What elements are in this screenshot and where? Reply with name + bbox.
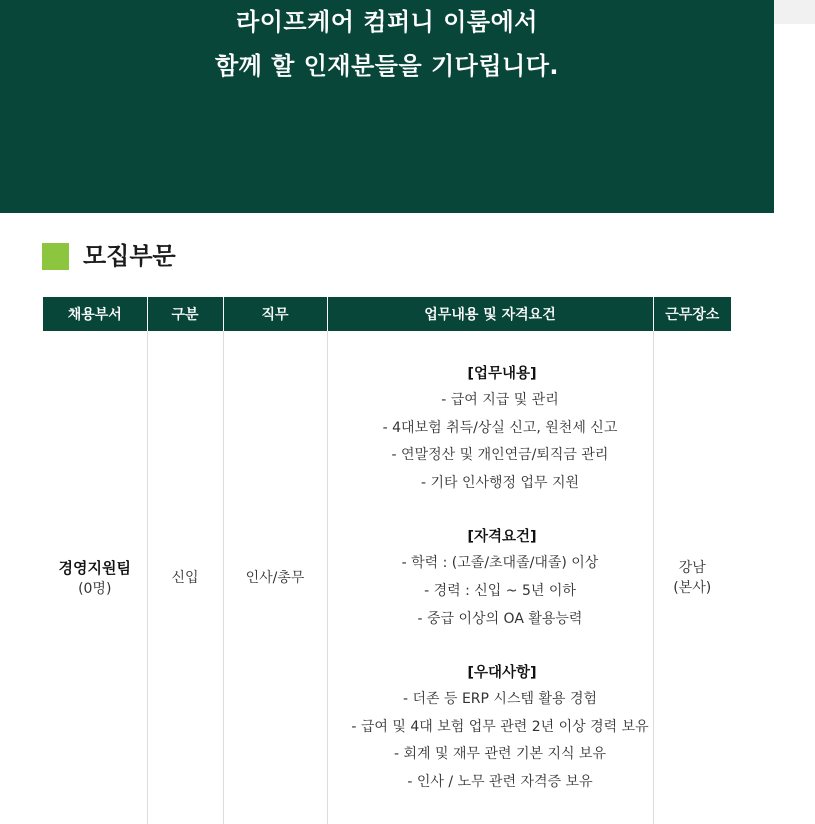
header-details: 업무내용 및 자격요건: [327, 297, 653, 331]
duty-item: - 4대보험 취득/상실 신고, 원천세 신고: [382, 419, 618, 436]
duties-title: [업무내용]: [467, 366, 537, 382]
requirement-item: - 학력 : (고졸/초대졸/대졸) 이상: [401, 555, 599, 572]
location-note: (본사): [673, 580, 712, 597]
requirements-title: [자격요건]: [467, 529, 537, 546]
preferred-title: [우대사항]: [467, 665, 537, 682]
preferred-group: [348, 660, 653, 796]
header-type: 구분: [147, 297, 223, 331]
duties-group: [348, 361, 653, 497]
requirements-group: [348, 524, 653, 633]
duty-item: - 기타 인사행정 업무 지원: [420, 474, 580, 491]
green-square-icon: [42, 243, 69, 270]
department-headcount: (0명): [78, 580, 112, 597]
location-name: 강남: [678, 560, 706, 577]
cell-type: 신입: [147, 331, 223, 824]
cell-details: [327, 331, 653, 824]
cell-department: [43, 331, 147, 824]
section-title: 모집부문: [83, 242, 176, 270]
department-name: 경영지원팀: [58, 558, 131, 577]
table-row: [43, 331, 731, 824]
banner-headline-line-2: 함께 할 인재분들을 기다립니다.: [214, 52, 560, 80]
preferred-item: - 급여 및 4대 보험 업무 관련 2년 이상 경력 보유: [351, 718, 649, 735]
preferred-item: - 인사 / 노무 관련 자격증 보유: [407, 773, 593, 790]
header-job: 직무: [223, 297, 327, 331]
duty-item: - 급여 지급 및 관리: [441, 392, 559, 408]
top-right-strip: [774, 0, 815, 24]
cell-job: 인사/총무: [223, 331, 327, 824]
table-header-row: [43, 297, 731, 331]
recruitment-table: [43, 297, 731, 824]
requirement-item: - 중급 이상의 OA 활용능력: [417, 610, 583, 627]
duty-item: - 연말정산 및 개인연금/퇴직금 관리: [391, 447, 609, 464]
banner-headline-line-1: 라이프케어 컴퍼니 이룸에서: [236, 8, 538, 36]
preferred-item: - 더존 등 ERP 시스템 활용 경험: [402, 691, 597, 708]
cell-location: [653, 331, 731, 824]
requirement-item: - 경력 : 신입 ~ 5년 이하: [424, 582, 576, 599]
header-location: 근무장소: [653, 297, 731, 331]
hero-banner: [0, 0, 774, 213]
preferred-item: - 회계 및 재무 관련 기본 지식 보유: [393, 746, 606, 763]
header-department: 채용부서: [43, 297, 147, 331]
